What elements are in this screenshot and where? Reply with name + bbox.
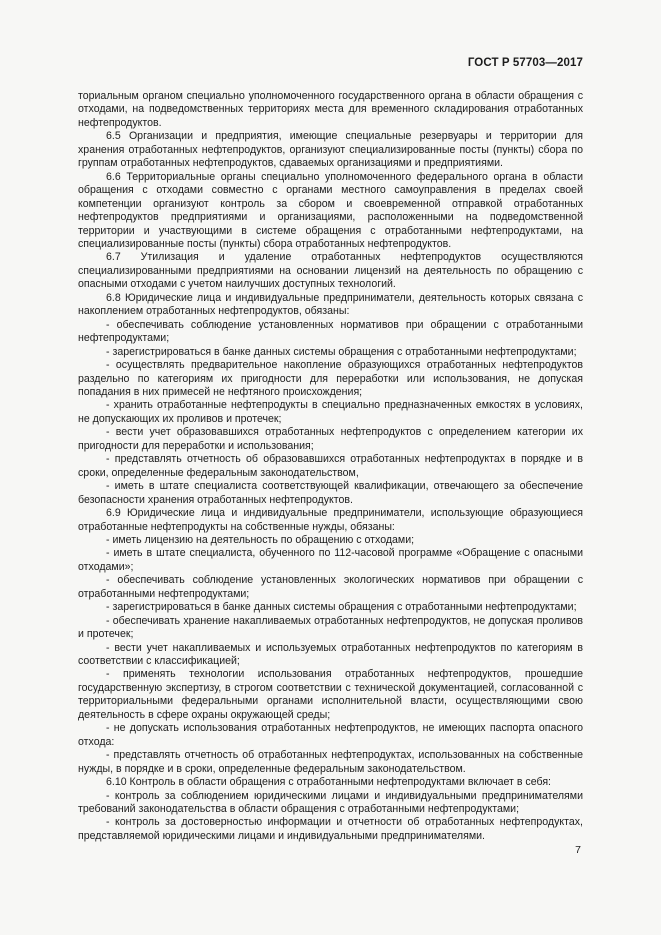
continued-paragraph: ториальным органом специально уполномоченного государственного органа в области обращения с отходами, на подведомственных территориях места для временного складирования отработанных нефтепродуктов. <box>78 90 583 129</box>
list-item: - контроль за соблюдением юридическими лицами и индивидуальными предпринимателями требований законодательства в области обращения с отработанными нефтепродуктами; <box>78 789 583 816</box>
list-item: - применять технологии использования отработанных нефтепродуктов, прошедшие государственную экспертизу, в строгом соответствии с технической документацией, согласованной с территориальными федеральными органами исполнительной власти, осуществляющими свою деятельность в сфере охраны окружающей среды; <box>78 668 583 721</box>
paragraph: 6.5 Организации и предприятия, имеющие специальные резервуары и территории для хранения отработанных нефтепродуктов, организуют специализированные посты (пункты) сбора по группам отработанных нефтепродуктов, сдаваемых организациями и предприятиями. <box>78 130 583 170</box>
list-item: - иметь в штате специалиста соответствующей квалификации, отвечающего за обеспечение безопасности хранения отработанных нефтепродуктов. <box>78 480 583 506</box>
standard-code-header: ГОСТ Р 57703—2017 <box>467 57 583 69</box>
list-item: - контроль за достоверностью информации и отчетности об отработанных нефтепродуктах, представляемой юридическими лицами и индивидуальными предпринимателями. <box>78 816 583 842</box>
paragraph: 6.7 Утилизация и удаление отработанных нефтепродуктов осуществляются специализированными предприятиями на основании лицензий на деятельность по обращению с опасными отходами с учетом наилучших доступных технологий. <box>78 251 583 291</box>
paragraph: 6.10 Контроль в области обращения с отработанными нефтепродуктами включает в себя: <box>106 776 551 789</box>
list-item: - зарегистрироваться в банке данных системы обращения с отработанными нефтепродуктами; <box>106 345 577 358</box>
list-item: - хранить отработанные нефтепродукты в специально предназначенных емкостях в условиях, не допускающих их проливов и протечек; <box>78 399 583 425</box>
list-item: - представлять отчетность об образовавшихся отработанных нефтепродуктах в порядке и в сроки, определенные федеральным законодательством, <box>78 453 583 479</box>
list-item: - вести учет образовавшихся отработанных нефтепродуктов с определением категории их пригодности для переработки и использования; <box>78 426 583 452</box>
list-item: - иметь лицензию на деятельность по обращению с отходами; <box>106 533 415 546</box>
paragraph: 6.6 Территориальные органы специально уполномоченного федерального органа в области обращения с отходами совместно с органами местного самоуправления в пределах своей компетенции организуют контроль за сбором и своевременной отправкой отработанных нефтепродуктов предприятиями и организациями, расположенными на подведомственной территории и участвующими в системе обращения с отработанными нефтепродуктами, на специализированные посты (пункты) сбора отработанных нефтепродуктов. <box>78 170 583 250</box>
paragraph: 6.9 Юридические лица и индивидуальные предприниматели, использующие образующиеся отработанные нефтепродукты на собственные нужды, обязаны: <box>78 507 583 533</box>
list-item: - осуществлять предварительное накопление образующихся отработанных нефтепродуктов раздельно по категориям их пригодности для переработки или использования, не допуская попадания в них примесей не нефтяного происхождения; <box>78 359 583 398</box>
list-item: - не допускать использования отработанных нефтепродуктов, не имеющих паспорта опасного отхода: <box>78 722 583 748</box>
list-item: - зарегистрироваться в банке данных системы обращения с отработанными нефтепродуктами; <box>106 601 577 614</box>
list-item: - представлять отчетность об отработанных нефтепродуктах, использованных на собственные нужды, в порядке и в сроки, определенные федеральным законодательством. <box>78 749 583 775</box>
paragraph: 6.8 Юридические лица и индивидуальные предприниматели, деятельность которых связана с накоплением отработанных нефтепродуктов, обязаны: <box>78 291 583 318</box>
list-item: - обеспечивать хранение накапливаемых отработанных нефтепродуктов, не допуская проливов и протечек; <box>78 614 583 641</box>
page-number: 7 <box>575 844 581 856</box>
list-item: - обеспечивать соблюдение установленных экологических нормативов при обращении с отработанными нефтепродуктами; <box>78 574 583 600</box>
list-item: - обеспечивать соблюдение установленных нормативов при обращении с отработанными нефтепродуктами; <box>78 318 583 345</box>
list-item: - вести учет накапливаемых и используемых отработанных нефтепродуктов по категориям в соответствии с классификацией; <box>78 641 583 668</box>
document-body <box>78 90 583 843</box>
list-item: - иметь в штате специалиста, обученного по 112-часовой программе «Обращение с опасными отходами»; <box>78 547 583 573</box>
